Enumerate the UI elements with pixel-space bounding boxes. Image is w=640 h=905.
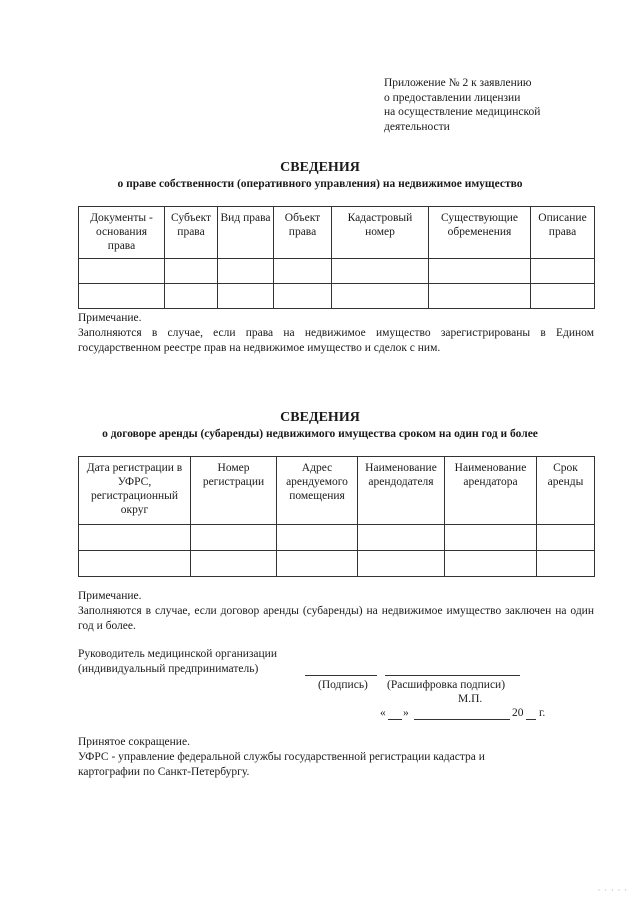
table-cell[interactable] (531, 259, 595, 284)
stamp-label: М.П. (458, 693, 483, 705)
table-cell[interactable] (358, 525, 445, 551)
signature-label: (Подпись) (318, 679, 368, 691)
abbreviation-title: Принятое сокращение. (78, 736, 190, 748)
head-title: Руководитель медицинской организации (78, 648, 277, 660)
month-line[interactable] (414, 719, 510, 720)
section2-title: СВЕДЕНИЯ (280, 410, 360, 425)
column-header: Наименование арендодателя (358, 457, 445, 525)
table-cell[interactable] (191, 551, 277, 577)
table-cell[interactable] (218, 259, 274, 284)
column-header: Дата регистрации в УФРС, регистрационный округ (79, 457, 191, 525)
table-cell[interactable] (277, 525, 358, 551)
column-header: Существующие обременения (429, 207, 531, 259)
lease-table (78, 456, 595, 577)
date-field (380, 706, 550, 722)
column-header: Объект права (274, 207, 332, 259)
year-suffix: г. (539, 707, 546, 719)
scan-artifact: · · · · · (597, 886, 628, 895)
table-header-row (79, 207, 595, 259)
date-quote-open: « (380, 707, 386, 719)
column-header: Вид права (218, 207, 274, 259)
table-cell[interactable] (274, 259, 332, 284)
head-subtitle: (индивидуальный предприниматель) (78, 663, 259, 675)
table-cell[interactable] (537, 551, 595, 577)
column-header: Наименование арендатора (445, 457, 537, 525)
table-cell[interactable] (332, 284, 429, 309)
table-cell[interactable] (537, 525, 595, 551)
date-quote-close: » (403, 707, 409, 719)
section2-subtitle: о договоре аренды (субаренды) недвижимого имущества сроком на один год и более (102, 428, 538, 440)
name-decode-line[interactable] (385, 675, 520, 676)
ownership-table (78, 206, 595, 309)
section1-subtitle: о праве собственности (оперативного управления) на недвижимое имущество (117, 178, 523, 190)
table-cell[interactable] (445, 525, 537, 551)
table-cell[interactable] (191, 525, 277, 551)
column-header: Описание права (531, 207, 595, 259)
table-cell[interactable] (277, 551, 358, 577)
table-cell[interactable] (332, 259, 429, 284)
table-cell[interactable] (79, 525, 191, 551)
column-header: Адрес арендуемого помещения (277, 457, 358, 525)
year-line[interactable] (526, 719, 536, 720)
appendix-line: о предоставлении лицензии (384, 91, 521, 104)
abbreviation-text: УФРС - управление федеральной службы государственной регистрации кадастра и (78, 751, 485, 763)
table-row (79, 259, 595, 284)
table-cell[interactable] (165, 284, 218, 309)
section1-title: СВЕДЕНИЯ (280, 160, 360, 175)
column-header: Срок аренды (537, 457, 595, 525)
day-line[interactable] (388, 719, 402, 720)
signature-line[interactable] (305, 675, 377, 676)
table-cell[interactable] (274, 284, 332, 309)
table-cell[interactable] (429, 284, 531, 309)
note-title: Примечание. (78, 590, 142, 602)
section1-note (78, 311, 594, 356)
table-cell[interactable] (531, 284, 595, 309)
section2-note (78, 589, 594, 634)
table-cell[interactable] (429, 259, 531, 284)
table-cell[interactable] (358, 551, 445, 577)
table-cell[interactable] (79, 259, 165, 284)
table-header-row (79, 457, 595, 525)
appendix-line: Приложение № 2 к заявлению (384, 77, 532, 89)
table-cell[interactable] (445, 551, 537, 577)
column-header: Номер регистрации (191, 457, 277, 525)
note-text: Заполняются в случае, если права на недвижимое имущество зарегистрированы в Едином государственном реестре прав на недвижимое имущество и сделок с ним. (78, 327, 594, 354)
table-row (79, 551, 595, 577)
table-cell[interactable] (218, 284, 274, 309)
abbreviation-text: картографии по Санкт-Петербургу. (78, 766, 250, 778)
column-header: Кадастровый номер (332, 207, 429, 259)
column-header: Субъект права (165, 207, 218, 259)
decode-label: (Расшифровка подписи) (387, 679, 506, 691)
table-cell[interactable] (79, 551, 191, 577)
table-cell[interactable] (165, 259, 218, 284)
table-row (79, 525, 595, 551)
note-title: Примечание. (78, 312, 142, 324)
column-header: Документы - основания права (79, 207, 165, 259)
appendix-line: на осуществление медицинской (384, 106, 541, 118)
appendix-line: деятельности (384, 120, 450, 133)
year-prefix: 20 (512, 707, 524, 719)
note-text: Заполняются в случае, если договор аренды (субаренды) на недвижимое имущество заключен на один год и более. (78, 605, 594, 632)
table-row (79, 284, 595, 309)
table-cell[interactable] (79, 284, 165, 309)
appendix-header (384, 76, 604, 134)
